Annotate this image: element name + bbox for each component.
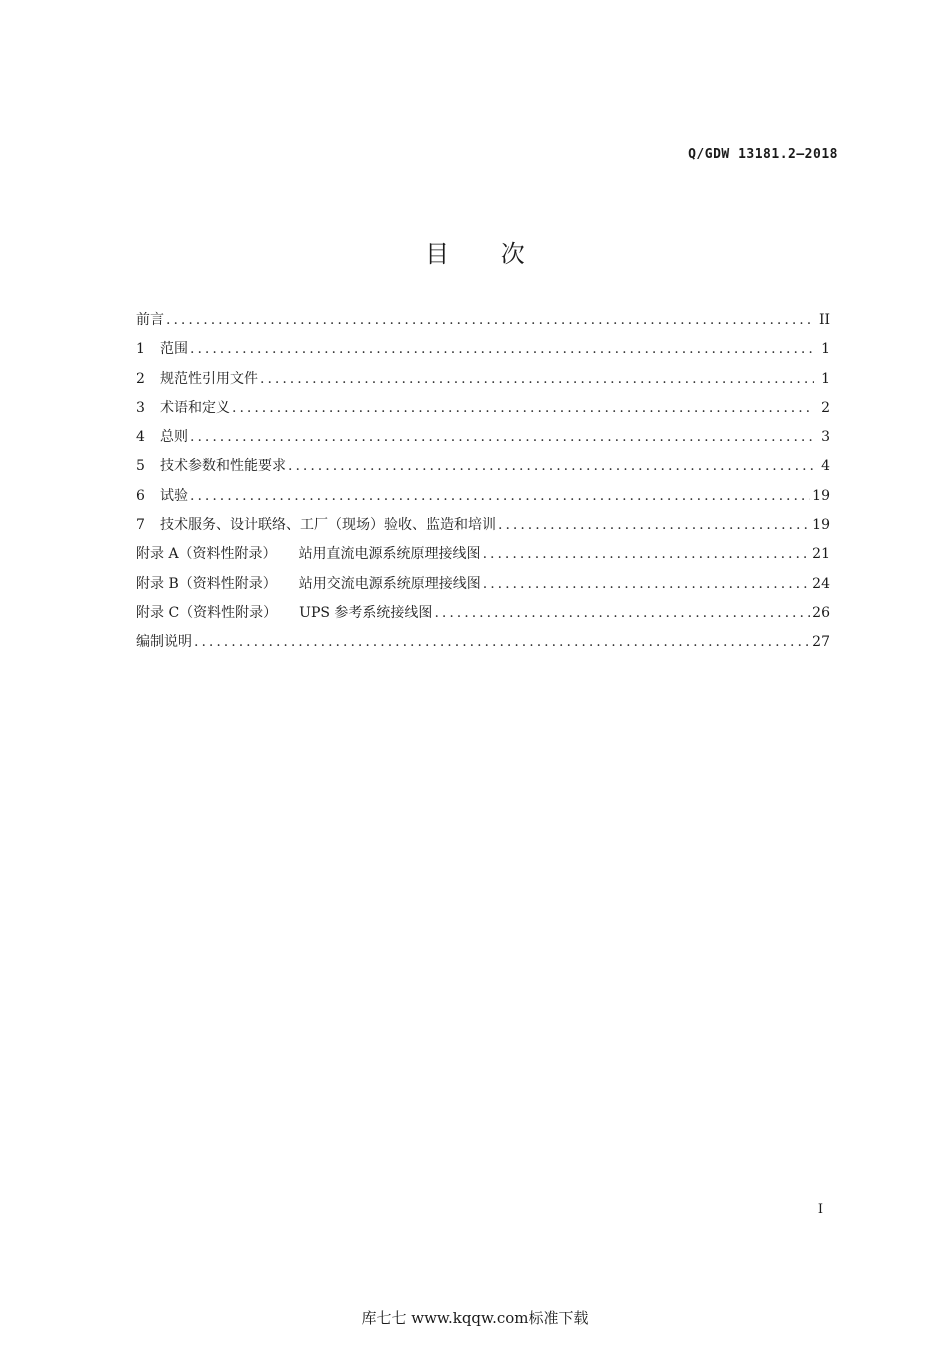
toc-entry-page: 26 <box>812 604 830 621</box>
toc-entry-label: 技术服务、设计联络、工厂（现场）验收、监造和培训 <box>160 517 496 534</box>
toc-entry[interactable] <box>136 397 830 426</box>
toc-leader-dots <box>434 602 810 624</box>
toc-entry-page: 4 <box>821 458 830 475</box>
toc-leader-dots <box>194 631 810 653</box>
toc-entry-label: 技术参数和性能要求 <box>160 458 286 475</box>
toc-entry-number: 1 <box>136 341 145 358</box>
toc-entry[interactable] <box>136 631 830 660</box>
toc-entry[interactable] <box>136 514 830 543</box>
toc-entry-number: 7 <box>136 517 145 534</box>
toc-entry[interactable] <box>136 543 830 572</box>
toc-entry[interactable] <box>136 573 830 602</box>
toc-entry-page: 1 <box>821 341 830 358</box>
toc-title: 目 次 <box>425 240 547 268</box>
toc-entry[interactable] <box>136 485 830 514</box>
toc-leader-dots <box>166 309 814 331</box>
toc-entry-page: 27 <box>812 634 830 651</box>
toc-entry-title <box>136 543 481 565</box>
toc-leader-dots <box>260 368 814 390</box>
toc-leader-dots <box>232 397 814 419</box>
table-of-contents <box>136 309 830 661</box>
toc-entry[interactable] <box>136 338 830 367</box>
toc-entry-title <box>160 368 258 390</box>
toc-leader-dots <box>498 514 810 536</box>
toc-entry-title <box>160 397 230 419</box>
toc-entry-title <box>160 514 496 536</box>
toc-entry-page: 19 <box>812 487 830 504</box>
toc-entry-label: 前言 <box>136 312 164 328</box>
toc-entry[interactable] <box>136 309 830 338</box>
toc-entry-label: 规范性引用文件 <box>160 370 258 387</box>
toc-entry-number: 6 <box>136 487 145 504</box>
toc-entry-subtitle: 站用交流电源系统原理接线图 <box>298 575 481 592</box>
toc-entry-subtitle: 站用直流电源系统原理接线图 <box>298 546 481 563</box>
toc-entry-title <box>136 309 164 331</box>
toc-entry-page: 21 <box>812 546 830 563</box>
toc-entry[interactable] <box>136 426 830 455</box>
toc-entry-title <box>160 338 188 360</box>
toc-leader-dots <box>288 455 814 477</box>
page-number: I <box>817 1202 823 1217</box>
toc-leader-dots <box>483 573 810 595</box>
toc-entry-page: 19 <box>812 517 830 534</box>
document-code: Q/GDW 13181.2—2018 <box>688 147 838 162</box>
toc-leader-dots <box>483 543 811 565</box>
toc-entry-label: 范围 <box>160 341 188 358</box>
toc-entry-page: 1 <box>821 370 830 387</box>
toc-entry-subtitle: UPS 参考系统接线图 <box>299 604 433 621</box>
toc-entry-label: 编制说明 <box>136 634 192 651</box>
toc-entry-number: 3 <box>136 399 145 416</box>
toc-entry-label: 试验 <box>160 487 188 504</box>
toc-entry-label: 附录 A（资料性附录） <box>136 546 277 563</box>
toc-entry-label: 术语和定义 <box>160 399 230 416</box>
toc-entry-page: 3 <box>821 429 830 446</box>
toc-entry-title <box>160 455 286 477</box>
toc-entry-title <box>160 485 188 507</box>
watermark-text: 库七七 www.kqqw.com标准下载 <box>361 1309 589 1327</box>
toc-leader-dots <box>190 426 814 448</box>
toc-entry-number: 2 <box>136 370 145 387</box>
toc-entry-title <box>136 573 481 595</box>
toc-leader-dots <box>190 485 810 507</box>
toc-entry[interactable] <box>136 368 830 397</box>
toc-entry-label: 总则 <box>160 429 188 446</box>
toc-entry[interactable] <box>136 602 830 631</box>
toc-entry-title <box>136 602 432 624</box>
toc-entry-page: 24 <box>812 575 830 592</box>
toc-leader-dots <box>190 338 814 360</box>
toc-entry-page: 2 <box>821 399 830 416</box>
toc-entry-label: 附录 B（资料性附录） <box>136 575 277 592</box>
toc-entry[interactable] <box>136 455 830 484</box>
toc-entry-number: 5 <box>136 458 145 475</box>
toc-entry-title <box>136 631 192 653</box>
toc-entry-label: 附录 C（资料性附录） <box>136 604 278 621</box>
toc-entry-number: 4 <box>136 429 145 446</box>
toc-entry-page: II <box>818 312 830 328</box>
toc-entry-title <box>160 426 188 448</box>
